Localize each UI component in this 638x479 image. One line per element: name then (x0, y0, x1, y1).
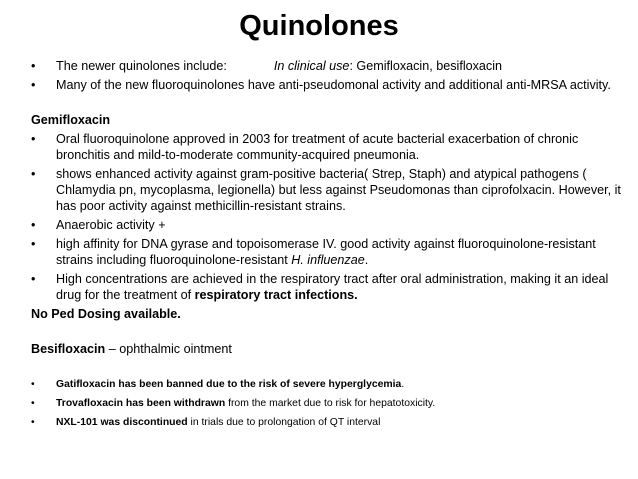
note-1 (31, 377, 621, 393)
gemi-bullet-1 (31, 131, 621, 163)
note-2 (31, 396, 621, 412)
gemi-bullet-4-text: high affinity for DNA gyrase and topoisomerase IV. good activity against fluoroquinolone-resistant strains including fluoroquinolone-resistant (56, 237, 596, 267)
gemi-bullet-5-emphasis: respiratory tract infections. (194, 288, 358, 302)
gemi-bullet-4-end: . (364, 253, 369, 267)
besifloxacin-name: Besifloxacin (31, 342, 106, 356)
gemifloxacin-heading: Gemifloxacin (31, 113, 111, 127)
bullet-icon: • (31, 218, 36, 232)
bullet-icon: • (31, 398, 35, 409)
slide-body (31, 58, 621, 357)
gemi-bullet-5 (31, 271, 621, 303)
bullet-icon: • (31, 78, 36, 92)
note-2-bold: Trovafloxacin has been withdrawn (56, 398, 226, 409)
bullet-icon: • (31, 272, 36, 286)
besifloxacin-desc: – ophthalmic ointment (105, 342, 232, 356)
besifloxacin-line (31, 341, 621, 357)
gemifloxacin-list (31, 131, 621, 303)
intro-bullet-1 (31, 58, 621, 74)
gemi-bullet-4-organism: H. influenzae (291, 253, 365, 267)
note-3-bold: NXL-101 was discontinued (56, 417, 188, 428)
intro-bullet-2 (31, 77, 621, 93)
bullet-icon: • (31, 237, 36, 251)
gemi-bullet-2-text: shows enhanced activity against gram-positive bacteria( Strep, Staph) and atypical pathogens ( Chlamydia pn, mycoplasma, legionella) but less against Pseudomonas than ciprofolxacin. However, it has poor activity against methicillin-resistant strains. (56, 167, 621, 213)
gemi-bullet-3 (31, 217, 621, 233)
gemi-bullet-1-text: Oral fluoroquinolone approved in 2003 for treatment of acute bacterial exacerbation of chronic bronchitis and mild-to-moderate community-acquired pneumonia. (56, 132, 579, 162)
no-ped-dosing-note: No Ped Dosing available. (31, 307, 181, 321)
bullet-icon: • (31, 417, 35, 428)
intro-bullet-1-clinical-label: In clinical use (273, 59, 350, 73)
note-1-rest: . (401, 379, 405, 390)
note-2-rest: from the market due to risk for hepatotoxicity. (225, 398, 436, 409)
note-3 (31, 415, 621, 431)
bullet-icon: • (31, 132, 36, 146)
gemi-bullet-3-text: Anaerobic activity + (56, 218, 166, 232)
gemi-bullet-2 (31, 166, 621, 214)
note-3-rest: in trials due to prolongation of QT interval (187, 417, 381, 428)
bullet-icon: • (31, 379, 35, 390)
bullet-icon: • (31, 59, 36, 73)
intro-bullet-1-text: The newer quinolones include: (56, 59, 227, 73)
notes-section (31, 377, 621, 434)
intro-list (31, 58, 621, 93)
slide-title: Quinolones (239, 10, 399, 42)
gemi-bullet-4 (31, 236, 621, 268)
intro-bullet-2-text: Many of the new fluoroquinolones have anti-pseudomonal activity and additional anti-MRSA activity. (56, 78, 611, 92)
bullet-icon: • (31, 167, 36, 181)
notes-list (31, 377, 621, 431)
note-1-bold: Gatifloxacin has been banned due to the risk of severe hyperglycemia (56, 379, 402, 390)
gemi-bullet-5-text: High concentrations are achieved in the respiratory tract after oral administration, making it an ideal drug for the treatment of (56, 272, 609, 302)
intro-bullet-1-clinical-rest: : Gemifloxacin, besifloxacin (349, 59, 503, 73)
